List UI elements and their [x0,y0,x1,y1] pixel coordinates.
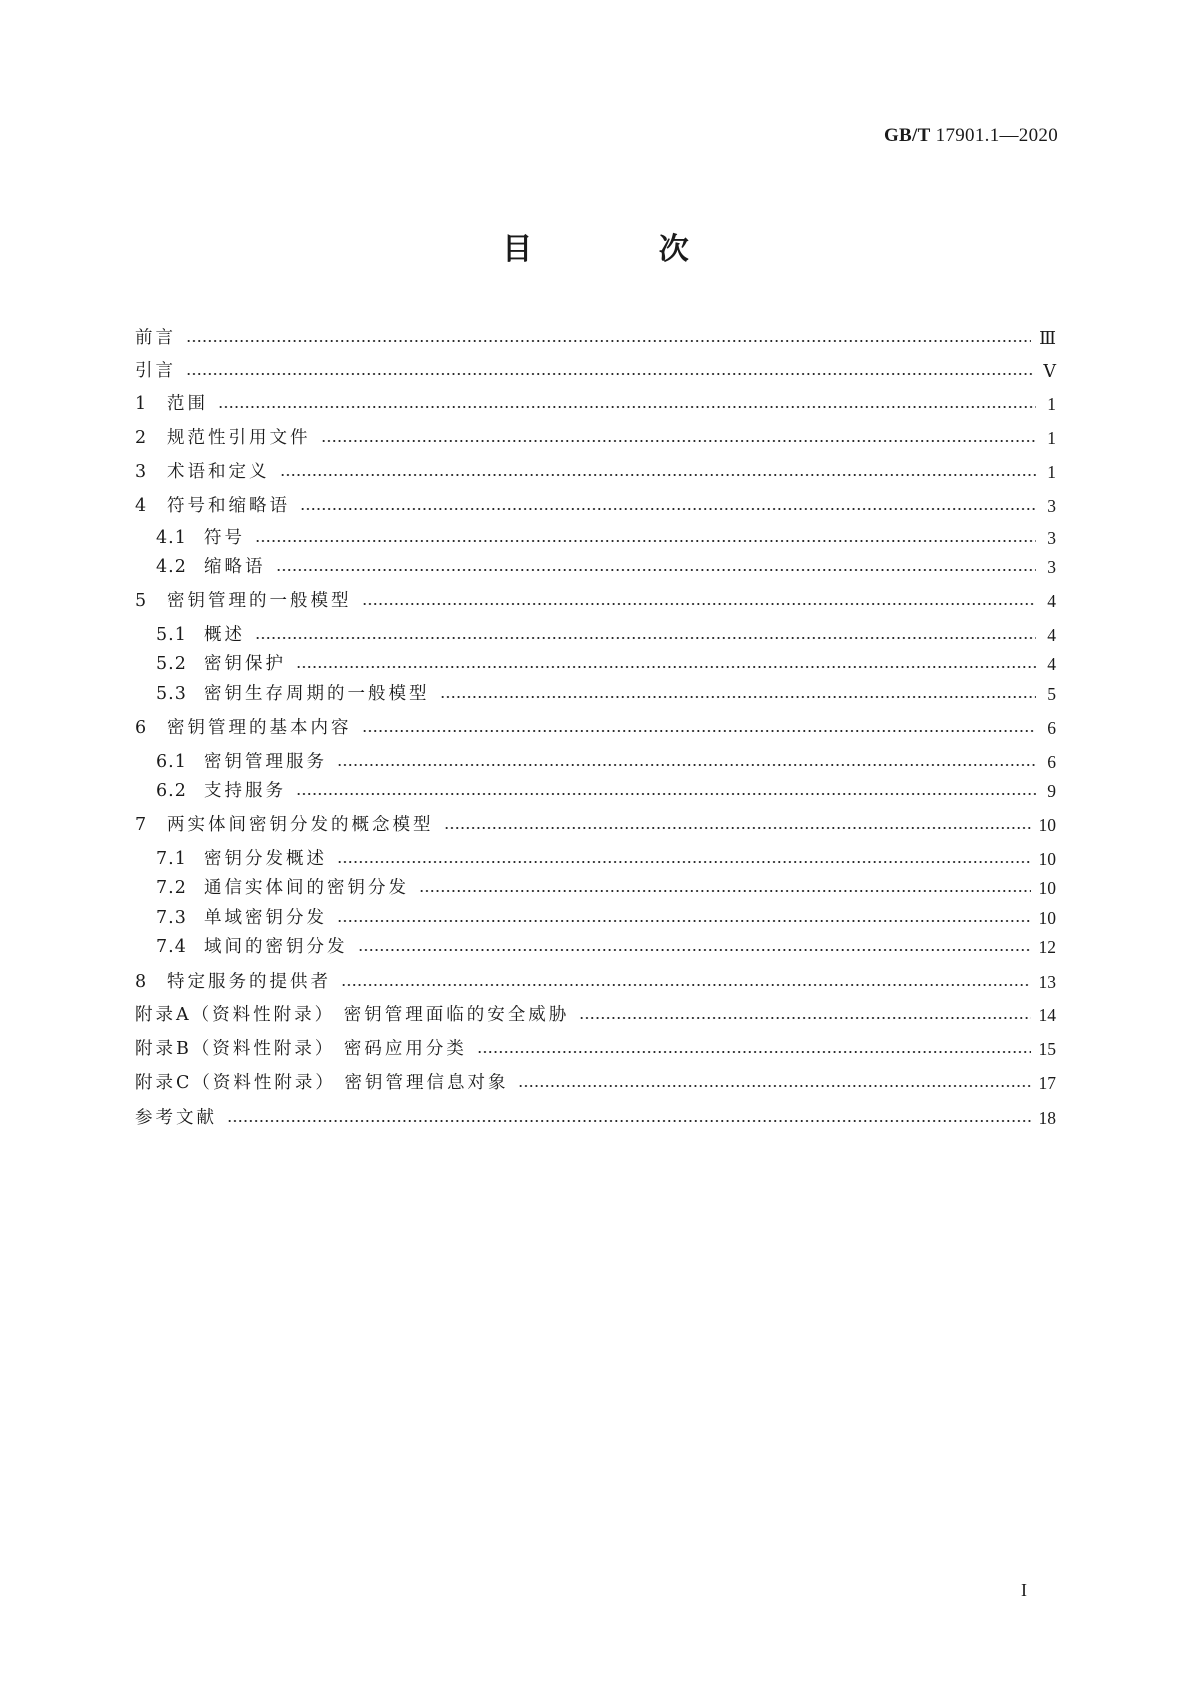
toc-entry-label: 密钥生存周期的一般模型 [204,684,430,704]
toc-entry-label: 概述 [204,625,245,645]
toc-entry-page: 3 [1047,528,1056,548]
toc-entry-page: 10 [1038,849,1056,869]
toc-leader [296,792,1036,796]
toc-leader [337,860,1031,864]
toc-entry-appendix-a[interactable] [135,1002,1056,1028]
toc-entry-foreword[interactable] [135,325,1056,351]
toc-entry-page: 10 [1038,878,1056,898]
toc-entry-appendix-b[interactable] [135,1036,1056,1062]
toc-entry-5-3[interactable] [156,681,1056,707]
toc-entry-5-2[interactable] [156,651,1056,677]
toc-entry-label: 密钥分发概述 [204,849,327,869]
toc-leader [280,473,1037,477]
toc-entry-label: 通信实体间的密钥分发 [204,878,409,898]
toc-entry-page: 4 [1047,591,1056,611]
toc-entry-label: 支持服务 [204,781,286,801]
toc-leader [337,763,1036,767]
toc-leader [518,1084,1030,1088]
toc-entry-7-3[interactable] [156,905,1056,931]
toc-entry-number: 4.2 [156,557,187,577]
toc-leader [341,983,1031,987]
toc-entry-6-2[interactable] [156,778,1056,804]
toc-entry-number: 7 [135,815,148,835]
toc-entry-label: 单域密钥分发 [204,908,327,928]
toc-entry-number: 5.3 [156,684,187,704]
toc-entry-number: 6 [135,718,148,738]
toc-entry-introduction[interactable] [135,358,1056,384]
toc-entry-appendix-c[interactable] [135,1070,1056,1096]
toc-entry-page: 4 [1047,654,1056,674]
toc-entry-label: 密钥管理的基本内容 [167,718,352,738]
toc-entry-label: 附录A（资料性附录） 密钥管理面临的安全威胁 [135,1005,570,1025]
toc-entry-page: 9 [1047,781,1056,801]
toc-entry-number: 6.1 [156,752,187,772]
toc-entry-6-1[interactable] [156,749,1056,775]
toc-entry-7-4[interactable] [156,934,1056,960]
toc-entry-label: 密钥管理的一般模型 [167,591,352,611]
toc-entry-number: 7.1 [156,849,187,869]
toc-entry-number: 5.2 [156,654,187,674]
toc-entry-label: 两实体间密钥分发的概念模型 [167,815,434,835]
toc-entry-number: 7.3 [156,908,187,928]
toc-entry-label: 附录C（资料性附录） 密钥管理信息对象 [135,1073,509,1093]
standard-prefix: GB/T [883,125,931,146]
toc-leader [296,665,1036,669]
toc-entry-page: 1 [1047,394,1056,414]
standard-number: 17901.1—2020 [935,125,1058,146]
toc-entry-4-2[interactable] [156,554,1056,580]
toc-entry-number: 1 [135,394,148,414]
toc-entry-label: 符号 [204,528,245,548]
toc-leader [444,826,1031,830]
toc-entry-page: 1 [1047,462,1056,482]
toc-entry-page: 5 [1047,684,1056,704]
toc-entry-8[interactable] [135,969,1056,995]
toc-entry-page: 10 [1038,908,1056,928]
toc-entry-label: 特定服务的提供者 [167,972,331,992]
toc-leader [362,729,1037,733]
toc-entry-6[interactable] [135,715,1056,741]
toc-entry-number: 7.4 [156,937,187,957]
toc-entry-number: 5.1 [156,625,187,645]
toc-entry-page: 10 [1038,815,1056,835]
toc-entry-label: 规范性引用文件 [167,428,311,448]
toc-entry-number: 4.1 [156,528,187,548]
toc-entry-number: 3 [135,462,148,482]
toc-leader [477,1050,1031,1054]
toc-entry-page: 4 [1047,625,1056,645]
toc-entry-page: 6 [1047,752,1056,772]
toc-entry-number: 8 [135,972,148,992]
toc-entry-1[interactable] [135,391,1056,417]
toc-entry-number: 5 [135,591,148,611]
toc-leader [419,889,1031,893]
toc-entry-number: 4 [135,496,148,516]
toc-entry-label: 附录B（资料性附录） 密码应用分类 [135,1039,467,1059]
page-title: 目 次 [502,232,747,267]
toc-entry-label: 范围 [167,394,208,414]
toc-entry-bibliography[interactable] [135,1105,1056,1131]
toc-entry-7[interactable] [135,812,1056,838]
toc-entry-7-2[interactable] [156,875,1056,901]
toc-entry-label: 引言 [135,361,176,381]
toc-entry-label: 域间的密钥分发 [204,937,348,957]
toc-entry-5-1[interactable] [156,622,1056,648]
toc-entry-2[interactable] [135,425,1056,451]
toc-leader [186,372,1035,376]
toc-leader [276,568,1037,572]
toc-entry-number: 2 [135,428,148,448]
toc-leader [186,339,1031,343]
toc-entry-page: 12 [1038,937,1056,957]
toc-leader [255,636,1036,640]
page-number: I [1021,1580,1027,1600]
toc-entry-label: 密钥保护 [204,654,286,674]
toc-entry-7-1[interactable] [156,846,1056,872]
toc-entry-page: 1 [1047,428,1056,448]
toc-entry-label: 前言 [135,328,176,348]
standard-code [884,125,1058,147]
toc-entry-4-1[interactable] [156,525,1056,551]
toc-leader [218,405,1036,409]
toc-entry-3[interactable] [135,459,1056,485]
toc-leader [362,602,1037,606]
toc-entry-5[interactable] [135,588,1056,614]
toc-entry-label: 符号和缩略语 [167,496,290,516]
toc-entry-page: 6 [1047,718,1056,738]
toc-entry-label: 术语和定义 [167,462,270,482]
toc-leader [337,919,1031,923]
toc-entry-page: 3 [1047,496,1056,516]
toc-leader [579,1016,1030,1020]
toc-leader [255,539,1036,543]
toc-leader [227,1119,1031,1123]
toc-entry-label: 缩略语 [204,557,266,577]
toc-leader [300,507,1036,511]
toc-entry-page: Ⅲ [1039,328,1056,348]
toc-entry-page: Ⅴ [1043,361,1056,381]
toc-leader [440,695,1037,699]
toc-leader [321,439,1037,443]
toc-entry-page: 18 [1038,1108,1056,1128]
toc-entry-page: 3 [1047,557,1056,577]
toc-entry-page: 13 [1038,972,1056,992]
toc-entry-page: 14 [1038,1005,1056,1025]
toc-entry-label: 密钥管理服务 [204,752,327,772]
toc-entry-page: 17 [1038,1073,1056,1093]
toc-leader [358,948,1031,952]
toc-entry-number: 7.2 [156,878,187,898]
toc-entry-number: 6.2 [156,781,187,801]
toc-entry-page: 15 [1038,1039,1056,1059]
toc-entry-label: 参考文献 [135,1108,217,1128]
toc-entry-4[interactable] [135,493,1056,519]
